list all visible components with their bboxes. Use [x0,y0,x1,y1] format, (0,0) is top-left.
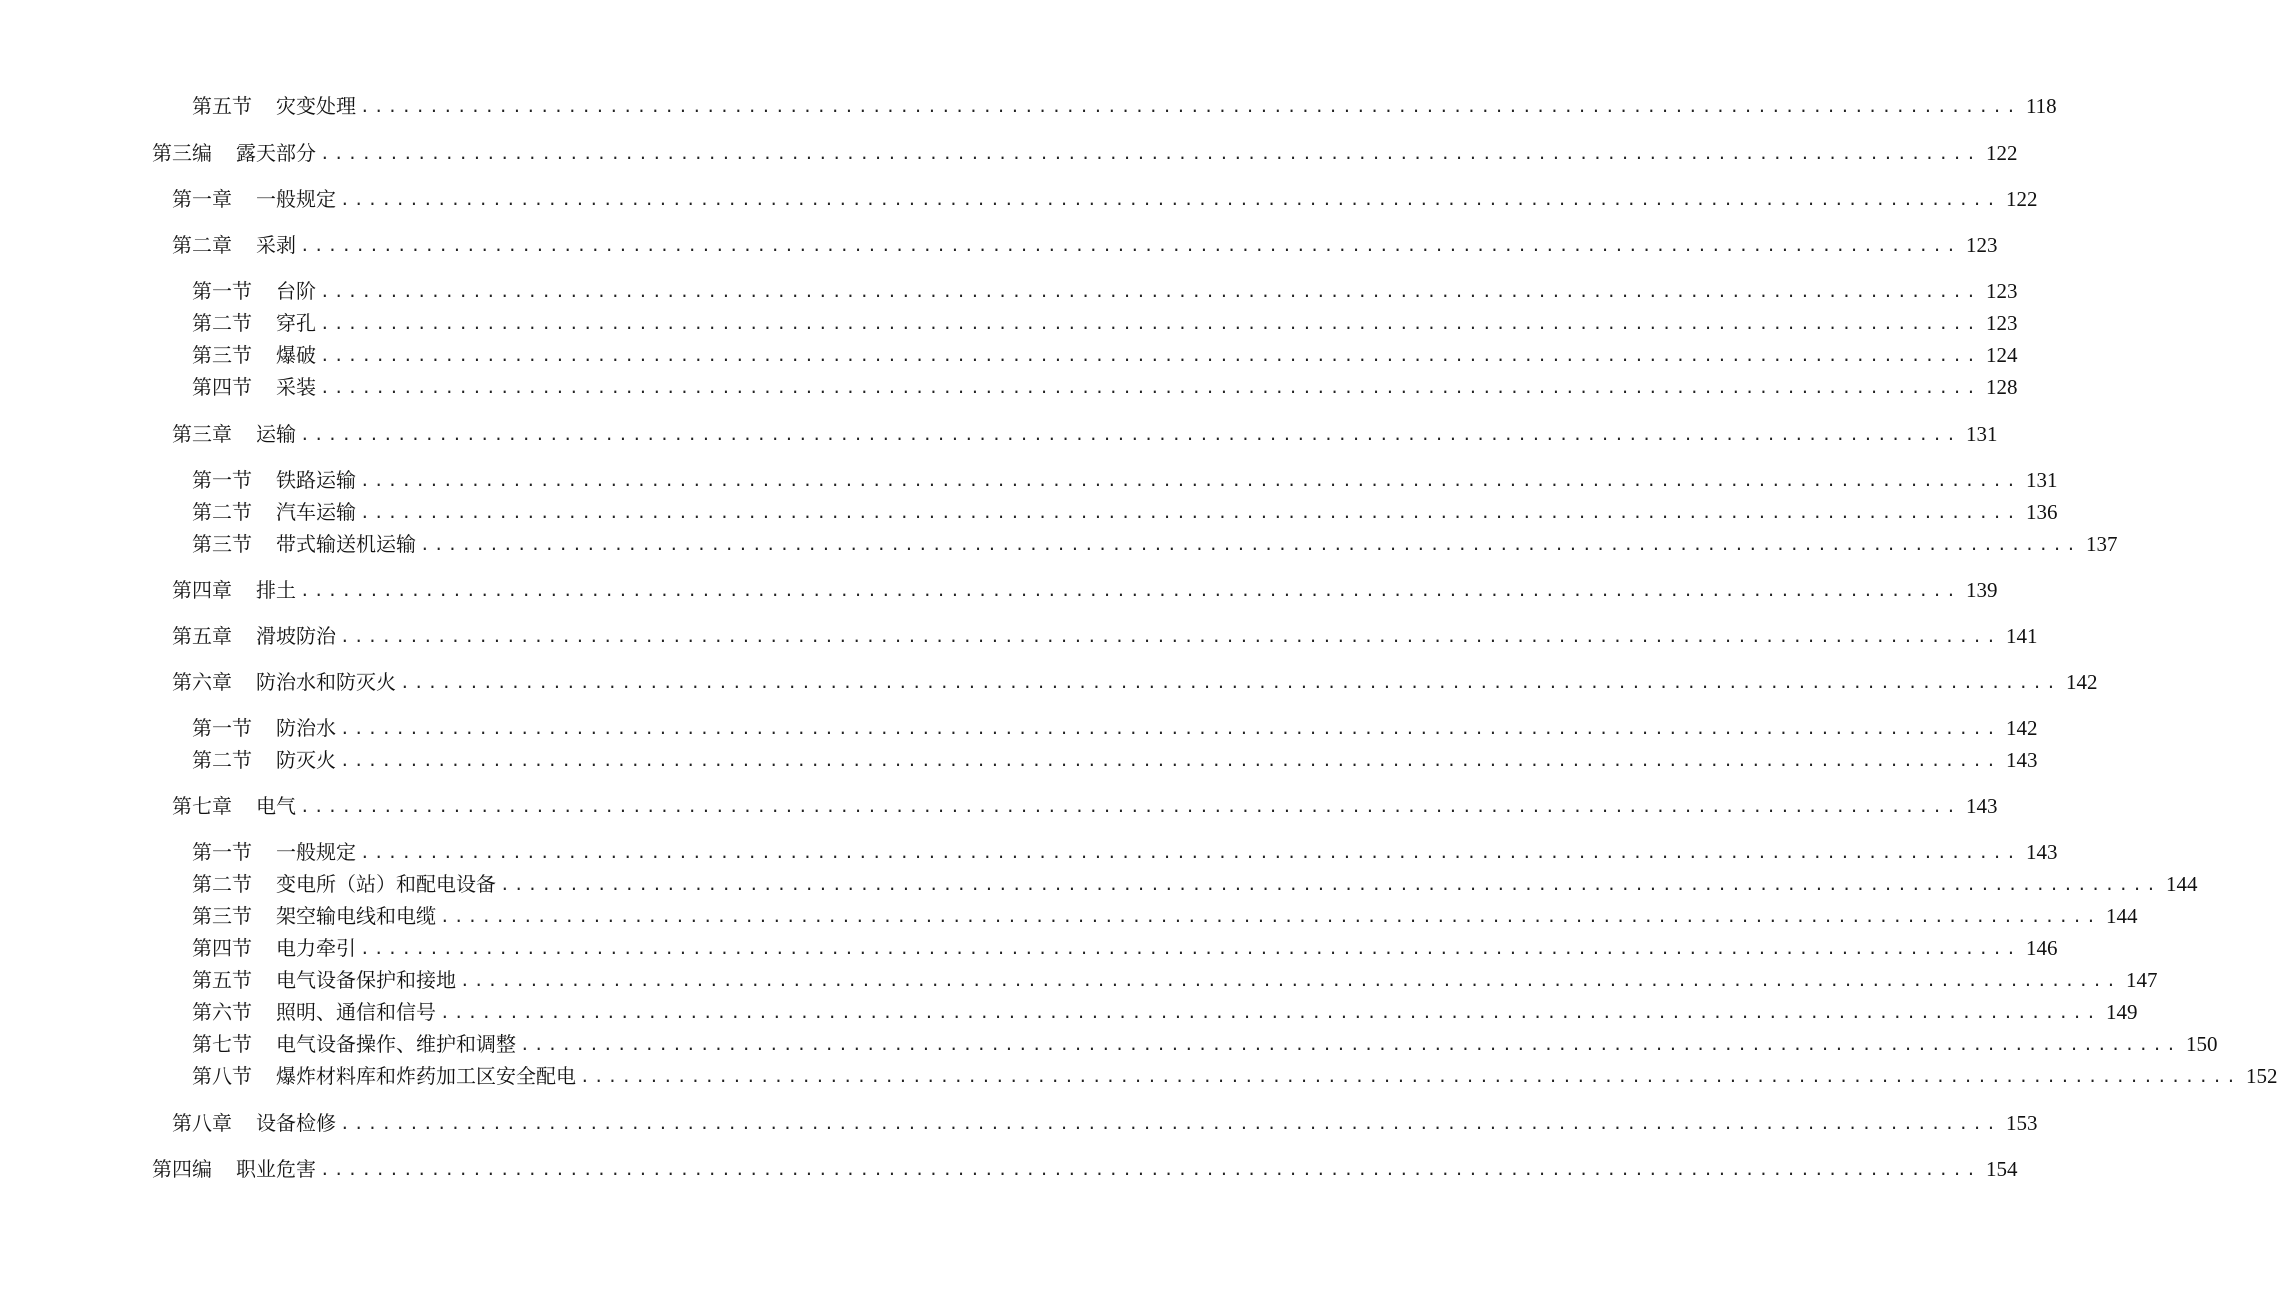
toc-entry [192,526,2118,556]
toc-leader-dots: ........................................................................................................................ [320,144,1980,163]
toc-leader-dots: ........................................................................................................................ [340,719,2000,738]
toc-entry [192,1058,2277,1088]
toc-entry [192,337,2018,367]
toc-entry-page: 142 [2065,670,2098,694]
toc-entry-title: 排土 [256,578,296,602]
toc-entry-number: 第一节 [192,840,252,864]
toc-entry-page: 123 [1985,311,2018,335]
toc-entry [192,369,2018,399]
toc-entry [172,227,1998,257]
toc-entry [192,898,2138,928]
toc-leader-dots: ........................................................................................................................ [340,751,2000,770]
toc-entry-number: 第六章 [172,670,232,694]
toc-entry-title: 电气 [256,794,296,818]
toc-entry-page: 143 [1965,794,1998,818]
toc-leader-dots: ........................................................................................................................ [420,535,2080,554]
toc-entry-page: 147 [2125,968,2158,992]
toc-entry-page: 150 [2185,1032,2218,1056]
toc-entry [192,462,2058,492]
toc-entry-page: 153 [2005,1111,2038,1135]
toc-entry-title: 职业危害 [236,1157,316,1181]
toc-entry-title: 防治水和防灭火 [256,670,396,694]
toc-entry-number: 第四编 [152,1157,212,1181]
toc-entry-number: 第三编 [152,141,212,165]
toc-entry-title: 带式输送机运输 [276,532,416,556]
toc-leader-dots: ........................................................................................................................ [360,939,2020,958]
toc-leader-dots: ........................................................................................................................ [440,1003,2100,1022]
toc-entry [192,88,2057,118]
toc-entry-number: 第七章 [172,794,232,818]
toc-entry [192,305,2018,335]
toc-entry-page: 122 [2005,187,2038,211]
toc-leader-dots: ........................................................................................................................ [320,282,1980,301]
toc-entry-title: 防治水 [276,716,336,740]
toc-entry-number: 第三节 [192,904,252,928]
toc-entry-page: 131 [1965,422,1998,446]
toc-entry-page: 136 [2025,500,2058,524]
toc-entry-title: 防灭火 [276,748,336,772]
toc-leader-dots: ........................................................................................................................ [400,673,2060,692]
toc-entry-page: 144 [2105,904,2138,928]
toc-entry [192,866,2198,896]
toc-entry-title: 设备检修 [256,1111,336,1135]
toc-entry-title: 穿孔 [276,311,316,335]
toc-entry [152,1151,2018,1181]
toc-entry [192,834,2058,864]
toc-entry-title: 照明、通信和信号 [276,1000,436,1024]
toc-leader-dots: ........................................................................................................................ [360,843,2020,862]
toc-leader-dots: ........................................................................................................................ [340,190,2000,209]
toc-entry-number: 第三节 [192,343,252,367]
toc-entry [172,572,1998,602]
toc-entry-page: 123 [1965,233,1998,257]
toc-entry-page: 128 [1985,375,2018,399]
toc-entry-title: 电气设备操作、维护和调整 [276,1032,516,1056]
toc-leader-dots: ........................................................................................................................ [300,797,1960,816]
toc-entry-title: 一般规定 [276,840,356,864]
toc-leader-dots: ........................................................................................................................ [500,875,2160,894]
toc-entry [172,416,1998,446]
toc-entry-number: 第五章 [172,624,232,648]
toc-entry-number: 第四节 [192,375,252,399]
toc-entry [192,742,2038,772]
toc-entry-page: 141 [2005,624,2038,648]
toc-entry-number: 第一节 [192,716,252,740]
toc-entry-number: 第一章 [172,187,232,211]
toc-entry-title: 运输 [256,422,296,446]
toc-entry-page: 139 [1965,578,1998,602]
toc-entry-page: 131 [2025,468,2058,492]
toc-entry-title: 电气设备保护和接地 [276,968,456,992]
toc-entry-number: 第七节 [192,1032,252,1056]
toc-entry-number: 第二章 [172,233,232,257]
toc-entry-title: 爆炸材料库和炸药加工区安全配电 [276,1064,576,1088]
toc-leader-dots: ........................................................................................................................ [520,1035,2180,1054]
toc-entry-number: 第八章 [172,1111,232,1135]
toc-entry [192,273,2018,303]
toc-leader-dots: ........................................................................................................................ [320,346,1980,365]
toc-entry-title: 变电所（站）和配电设备 [276,872,496,896]
toc-entry-number: 第二节 [192,311,252,335]
toc-leader-dots: ........................................................................................................................ [440,907,2100,926]
toc-entry [172,1105,2038,1135]
toc-entry-number: 第五节 [192,968,252,992]
toc-entry-page: 146 [2025,936,2058,960]
toc-entry-number: 第二节 [192,748,252,772]
toc-entry-page: 143 [2025,840,2058,864]
toc-entry-page: 154 [1985,1157,2018,1181]
toc-entry [152,135,2018,165]
toc-entry-page: 122 [1985,141,2018,165]
toc-entry-page: 118 [2025,94,2057,118]
toc-entry [172,181,2038,211]
toc-leader-dots: ........................................................................................................................ [580,1067,2240,1086]
toc-entry [192,710,2038,740]
toc-entry [192,962,2158,992]
toc-entry-page: 149 [2105,1000,2138,1024]
toc-leader-dots: ........................................................................................................................ [320,314,1980,333]
toc-entry-page: 144 [2165,872,2198,896]
toc-entry-number: 第三章 [172,422,232,446]
toc-entry-number: 第一节 [192,279,252,303]
toc-entry-number: 第二节 [192,872,252,896]
toc-entry-title: 采装 [276,375,316,399]
toc-entry [172,618,2038,648]
toc-entry-title: 电力牵引 [276,936,356,960]
toc-leader-dots: ........................................................................................................................ [300,236,1960,255]
toc-leader-dots: ........................................................................................................................ [320,378,1980,397]
toc-entry [192,994,2138,1024]
toc-entry-page: 152 [2245,1064,2277,1088]
toc-entry-number: 第五节 [192,94,252,118]
toc-entry-number: 第四节 [192,936,252,960]
toc-entry-title: 爆破 [276,343,316,367]
toc-leader-dots: ........................................................................................................................ [300,425,1960,444]
toc-leader-dots: ........................................................................................................................ [360,97,2020,116]
toc-entry [172,788,1998,818]
toc-entry-title: 滑坡防治 [256,624,336,648]
toc-leader-dots: ........................................................................................................................ [460,971,2120,990]
toc-entry-number: 第一节 [192,468,252,492]
toc-entry-title: 铁路运输 [276,468,356,492]
toc-leader-dots: ........................................................................................................................ [360,503,2020,522]
toc-entry-number: 第六节 [192,1000,252,1024]
toc-leader-dots: ........................................................................................................................ [360,471,2020,490]
toc-entry-page: 123 [1985,279,2018,303]
toc-entry-number: 第八节 [192,1064,252,1088]
toc-entry-title: 灾变处理 [276,94,356,118]
toc-entry-page: 142 [2005,716,2038,740]
toc-entry-page: 124 [1985,343,2018,367]
toc-entry-title: 汽车运输 [276,500,356,524]
toc-entry-title: 采剥 [256,233,296,257]
toc-entry-page: 143 [2005,748,2038,772]
toc-entry-title: 架空输电线和电缆 [276,904,436,928]
toc-entry [192,494,2058,524]
toc-leader-dots: ........................................................................................................................ [300,581,1960,600]
toc-leader-dots: ........................................................................................................................ [320,1160,1980,1179]
toc-entry [192,1026,2218,1056]
toc-entry-page: 137 [2085,532,2118,556]
toc-entry-title: 台阶 [276,279,316,303]
toc-entry-number: 第二节 [192,500,252,524]
toc-entry [192,930,2058,960]
toc-entry-title: 露天部分 [236,141,316,165]
toc-entry [172,664,2098,694]
toc-entry-number: 第三节 [192,532,252,556]
toc-entry-number: 第四章 [172,578,232,602]
toc-entry-title: 一般规定 [256,187,336,211]
toc-leader-dots: ........................................................................................................................ [340,1114,2000,1133]
toc-leader-dots: ........................................................................................................................ [340,627,2000,646]
